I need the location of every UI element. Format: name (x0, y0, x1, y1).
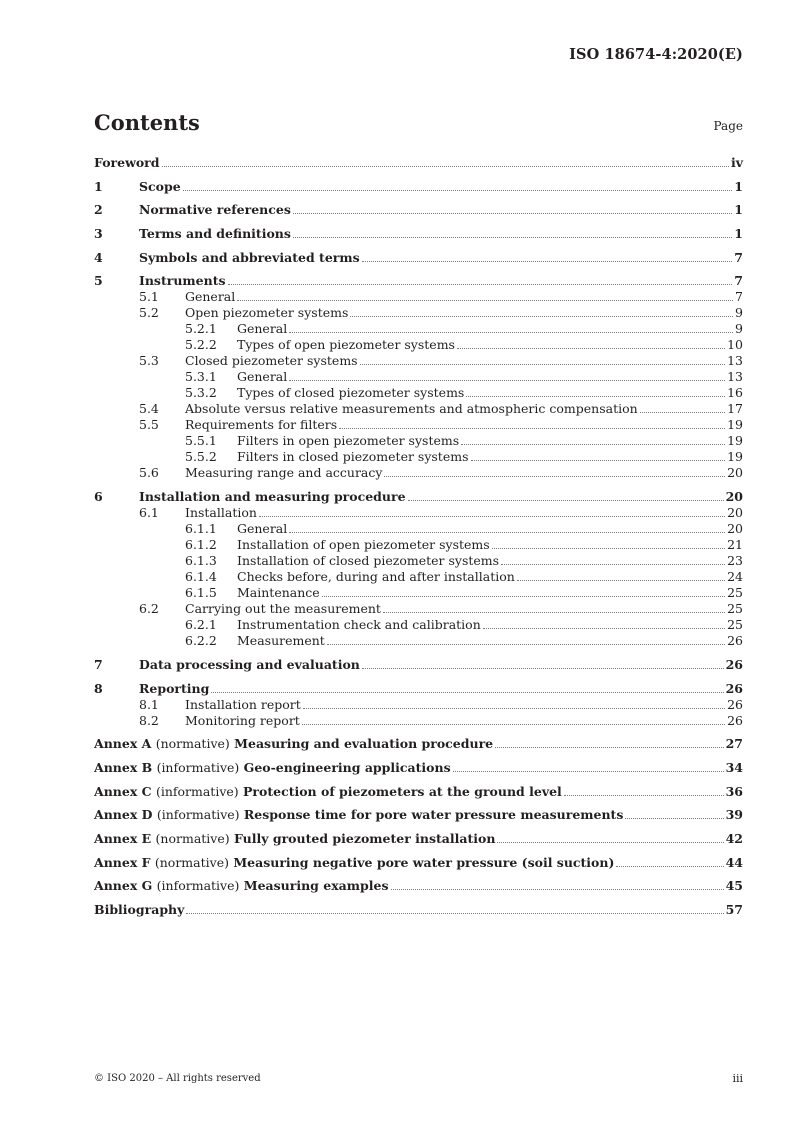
toc-entry-number: 4 (94, 249, 103, 265)
toc-subclause-entry[interactable] (94, 465, 743, 481)
toc-page-number: 25 (727, 601, 743, 617)
dot-leader (453, 771, 724, 772)
dot-leader (564, 795, 724, 796)
toc-subclause-entry[interactable] (94, 321, 743, 337)
toc-clause-entry[interactable] (94, 250, 743, 266)
toc-entry-number: 5.2.1 (185, 321, 217, 337)
toc-page-number: 26 (727, 696, 743, 712)
toc-entry-title: Instruments (139, 273, 226, 289)
dot-leader (322, 596, 725, 597)
toc-page-number: 44 (725, 854, 743, 870)
toc-subclause-entry[interactable] (94, 449, 743, 465)
toc-clause-entry[interactable] (94, 202, 743, 218)
toc-entry-title: Measuring range and accuracy (185, 465, 383, 481)
dot-leader (384, 476, 725, 477)
toc-entry-number: 5.5 (139, 417, 159, 433)
toc-page-number: 13 (727, 369, 743, 385)
toc-subclause-entry[interactable] (94, 521, 743, 537)
annex-kind: (normative) (154, 854, 229, 870)
annex-title: Measuring and evaluation procedure (234, 736, 494, 752)
dot-leader (162, 166, 729, 167)
toc-entry-title: General (237, 369, 288, 385)
annex-kind: (normative) (155, 830, 230, 846)
toc-page-number: 20 (727, 521, 743, 537)
toc-annex-entry[interactable] (94, 831, 743, 847)
dot-leader (360, 364, 726, 365)
annex-label: Annex B (94, 759, 153, 775)
toc-entry-title: Normative references (139, 202, 291, 218)
toc-page-number: 36 (725, 783, 743, 799)
document-id-header: ISO 18674-4:2020(E) (569, 46, 743, 63)
annex-label: Annex A (94, 736, 152, 752)
toc-entry-title: Closed piezometer systems (185, 353, 358, 369)
toc-entry-number: 5.1 (139, 289, 159, 305)
dot-leader (327, 644, 725, 645)
toc-entry-title: Absolute versus relative measurements and atmospheric compensation (185, 401, 638, 417)
toc-entry-number: 3 (94, 226, 103, 242)
toc-entry-title: Installation report (185, 696, 301, 712)
copyright-footer: © ISO 2020 – All rights reserved (94, 1073, 261, 1084)
toc-page-number: 19 (727, 433, 743, 449)
toc-entry-title: Maintenance (237, 585, 320, 601)
annex-title: Measuring negative pore water pressure (soil suction) (233, 854, 615, 870)
dot-leader (289, 532, 725, 533)
page-title: Contents (94, 110, 200, 135)
toc-subclause-entry[interactable] (94, 505, 743, 521)
toc-entry-number: 6.1.2 (185, 537, 217, 553)
toc-entry-title: Filters in closed piezometer systems (237, 449, 469, 465)
dot-leader (616, 866, 723, 867)
toc-clause-entry[interactable] (94, 902, 743, 918)
toc-subclause-entry[interactable] (94, 633, 743, 649)
toc-entry-number: 6.1.4 (185, 569, 217, 585)
dot-leader (466, 396, 725, 397)
toc-page-number: 21 (727, 537, 743, 553)
toc-entry-title: Data processing and evaluation (139, 656, 360, 672)
toc-entry-number: 5.5.1 (185, 433, 217, 449)
dot-leader (408, 500, 724, 501)
dot-leader (471, 460, 726, 461)
toc-clause-entry[interactable] (94, 273, 743, 289)
dot-leader (461, 444, 725, 445)
toc-page-number: 20 (727, 465, 743, 481)
toc-entry-title: Terms and definitions (139, 226, 291, 242)
toc-annex-title (94, 831, 495, 847)
toc-entry-title: Installation of open piezometer systems (237, 537, 490, 553)
toc-clause-entry[interactable] (94, 681, 743, 697)
dot-leader (293, 213, 732, 214)
toc-page-number: 25 (727, 585, 743, 601)
toc-subclause-entry[interactable] (94, 585, 743, 601)
toc-entry-title: Types of closed piezometer systems (237, 385, 465, 401)
dot-leader (501, 564, 725, 565)
toc-entry-title: Installation of closed piezometer systems (237, 553, 500, 569)
dot-leader (640, 412, 725, 413)
toc-page-number: 7 (735, 289, 743, 305)
toc-subclause-entry[interactable] (94, 401, 743, 417)
toc-entry-title: Installation and measuring procedure (139, 489, 406, 505)
toc-entry-number: 6.2.1 (185, 617, 217, 633)
toc-entry-number: 6.1 (139, 505, 159, 521)
toc-entry-title: General (185, 289, 236, 305)
toc-page-number: 17 (727, 401, 743, 417)
page-column-label: Page (713, 119, 743, 133)
toc-page-number: 7 (734, 273, 743, 289)
toc-annex-entry[interactable] (94, 878, 743, 894)
toc-annex-entry[interactable] (94, 855, 743, 871)
toc-entry-title: Monitoring report (185, 712, 300, 728)
toc-entry-title: Reporting (139, 680, 210, 696)
dot-leader (391, 889, 724, 890)
toc-subclause-entry[interactable] (94, 601, 743, 617)
toc-page-number: 42 (725, 830, 743, 846)
toc-subclause-entry[interactable] (94, 305, 743, 321)
annex-kind: (informative) (156, 759, 240, 775)
dot-leader (362, 668, 724, 669)
dot-leader (362, 261, 733, 262)
toc-entry-number: 8.2 (139, 712, 159, 728)
toc-entry-number: 6.2.2 (185, 633, 217, 649)
toc-entry-number: 8.1 (139, 696, 159, 712)
toc-entry-title: Bibliography (94, 902, 185, 917)
toc-subclause-entry[interactable] (94, 553, 743, 569)
toc-page-number: 27 (725, 736, 743, 752)
toc-page-number: 39 (725, 807, 743, 823)
toc-entry-title: Foreword (94, 155, 160, 170)
toc-entry-title: Filters in open piezometer systems (237, 433, 460, 449)
toc-entry-title: Installation (185, 505, 257, 521)
toc-entry-title: Instrumentation check and calibration (237, 617, 481, 633)
toc-entry-number: 5.3.1 (185, 369, 217, 385)
annex-title: Fully grouted piezometer installation (233, 830, 496, 846)
dot-leader (483, 628, 725, 629)
toc-entry-title: Checks before, during and after installation (237, 569, 515, 585)
toc-page-number: 26 (725, 656, 743, 672)
toc-clause-entry[interactable] (94, 155, 743, 171)
annex-label: Annex D (94, 807, 153, 823)
toc-entry-title: General (237, 321, 288, 337)
toc-page-number: 34 (725, 759, 743, 775)
toc-subclause-entry[interactable] (94, 353, 743, 369)
contents-heading-row (94, 110, 743, 135)
toc-entry-title: Scope (139, 178, 181, 194)
toc-entry-title: General (237, 521, 288, 537)
toc-entry-number: 5 (94, 273, 103, 289)
toc-subclause-entry[interactable] (94, 369, 743, 385)
toc-annex-title (94, 760, 451, 776)
dot-leader (293, 237, 732, 238)
toc-entry-number: 5.5.2 (185, 449, 217, 465)
annex-title: Measuring examples (243, 878, 389, 894)
toc-entry-number: 8 (94, 680, 103, 696)
toc-entry-number: 1 (94, 178, 103, 194)
dot-leader (339, 428, 725, 429)
annex-title: Protection of piezometers at the ground level (243, 783, 562, 799)
toc-entry-number: 2 (94, 202, 103, 218)
toc-clause-entry[interactable] (94, 489, 743, 505)
table-of-contents (94, 155, 743, 918)
toc-entry-number: 6 (94, 489, 103, 505)
dot-leader (228, 284, 733, 285)
toc-page-number: iv (730, 155, 743, 170)
dot-leader (383, 612, 725, 613)
toc-annex-entry[interactable] (94, 784, 743, 800)
annex-title: Response time for pore water pressure measurements (243, 807, 624, 823)
toc-subclause-entry[interactable] (94, 337, 743, 353)
toc-page-number: 16 (727, 385, 743, 401)
toc-subclause-entry[interactable] (94, 289, 743, 305)
toc-annex-title (94, 855, 614, 871)
toc-entry-title: Types of open piezometer systems (237, 337, 455, 353)
toc-clause-entry[interactable] (94, 179, 743, 195)
toc-page-number: 7 (734, 249, 743, 265)
toc-annex-entry[interactable] (94, 807, 743, 823)
annex-label: Annex E (94, 830, 152, 846)
dot-leader (350, 316, 733, 317)
toc-annex-title (94, 784, 562, 800)
toc-page-number: 19 (727, 417, 743, 433)
toc-entry-title: Symbols and abbreviated terms (139, 249, 360, 265)
toc-subclause-entry[interactable] (94, 713, 743, 729)
toc-annex-title (94, 878, 389, 894)
toc-page-number: 19 (727, 449, 743, 465)
annex-label: Annex G (94, 878, 153, 894)
toc-entry-number: 6.1.1 (185, 521, 217, 537)
dot-leader (302, 724, 725, 725)
dot-leader (211, 692, 723, 693)
toc-page-number: 10 (727, 337, 743, 353)
annex-label: Annex F (94, 854, 151, 870)
toc-annex-entry[interactable] (94, 736, 743, 752)
toc-entry-number: 5.2.2 (185, 337, 217, 353)
toc-page-number: 26 (727, 712, 743, 728)
toc-page-number: 20 (725, 489, 743, 505)
toc-entry-title: Requirements for filters (185, 417, 338, 433)
toc-subclause-entry[interactable] (94, 417, 743, 433)
dot-leader (492, 548, 725, 549)
dot-leader (183, 190, 733, 191)
annex-kind: (informative) (155, 783, 239, 799)
toc-entry-number: 5.6 (139, 465, 159, 481)
toc-entry-number: 5.3 (139, 353, 159, 369)
toc-subclause-entry[interactable] (94, 385, 743, 401)
toc-page-number: 13 (727, 353, 743, 369)
toc-page-number: 45 (725, 878, 743, 894)
toc-entry-number: 5.4 (139, 401, 159, 417)
toc-subclause-entry[interactable] (94, 617, 743, 633)
dot-leader (495, 747, 723, 748)
toc-entry-title: Measurement (237, 633, 325, 649)
toc-entry-number: 5.2 (139, 305, 159, 321)
dot-leader (457, 348, 725, 349)
toc-page-number: 1 (734, 226, 743, 242)
toc-page-number: 26 (727, 633, 743, 649)
toc-subclause-entry[interactable] (94, 537, 743, 553)
toc-annex-title (94, 807, 623, 823)
toc-subclause-entry[interactable] (94, 697, 743, 713)
dot-leader (517, 580, 725, 581)
dot-leader (289, 380, 725, 381)
toc-page-number: 1 (734, 178, 743, 194)
dot-leader (497, 842, 723, 843)
toc-subclause-entry[interactable] (94, 433, 743, 449)
toc-page-number: 23 (727, 553, 743, 569)
annex-title: Geo-engineering applications (243, 759, 451, 775)
dot-leader (237, 300, 733, 301)
toc-annex-title (94, 736, 493, 752)
toc-page-number: 9 (735, 321, 743, 337)
toc-page-number: 25 (727, 617, 743, 633)
page-number-footer: iii (732, 1072, 743, 1085)
annex-kind: (informative) (156, 807, 240, 823)
toc-page-number: 20 (727, 505, 743, 521)
toc-entry-number: 6.2 (139, 601, 159, 617)
toc-entry-number: 5.3.2 (185, 385, 217, 401)
dot-leader (625, 818, 723, 819)
toc-page-number: 24 (727, 569, 743, 585)
toc-page-number: 26 (725, 680, 743, 696)
toc-annex-entry[interactable] (94, 760, 743, 776)
dot-leader (303, 708, 725, 709)
toc-subclause-entry[interactable] (94, 569, 743, 585)
dot-leader (289, 332, 733, 333)
annex-label: Annex C (94, 783, 152, 799)
toc-page-number: 57 (725, 902, 743, 917)
toc-entry-title: Carrying out the measurement (185, 601, 381, 617)
toc-entry-number: 6.1.3 (185, 553, 217, 569)
annex-kind: (normative) (155, 736, 230, 752)
toc-entry-number: 6.1.5 (185, 585, 217, 601)
toc-clause-entry[interactable] (94, 226, 743, 242)
dot-leader (259, 516, 725, 517)
toc-clause-entry[interactable] (94, 657, 743, 673)
dot-leader (186, 913, 723, 914)
toc-page-number: 9 (735, 305, 743, 321)
annex-kind: (informative) (156, 878, 240, 894)
toc-entry-number: 7 (94, 656, 103, 672)
toc-page-number: 1 (734, 202, 743, 218)
toc-entry-title: Open piezometer systems (185, 305, 349, 321)
